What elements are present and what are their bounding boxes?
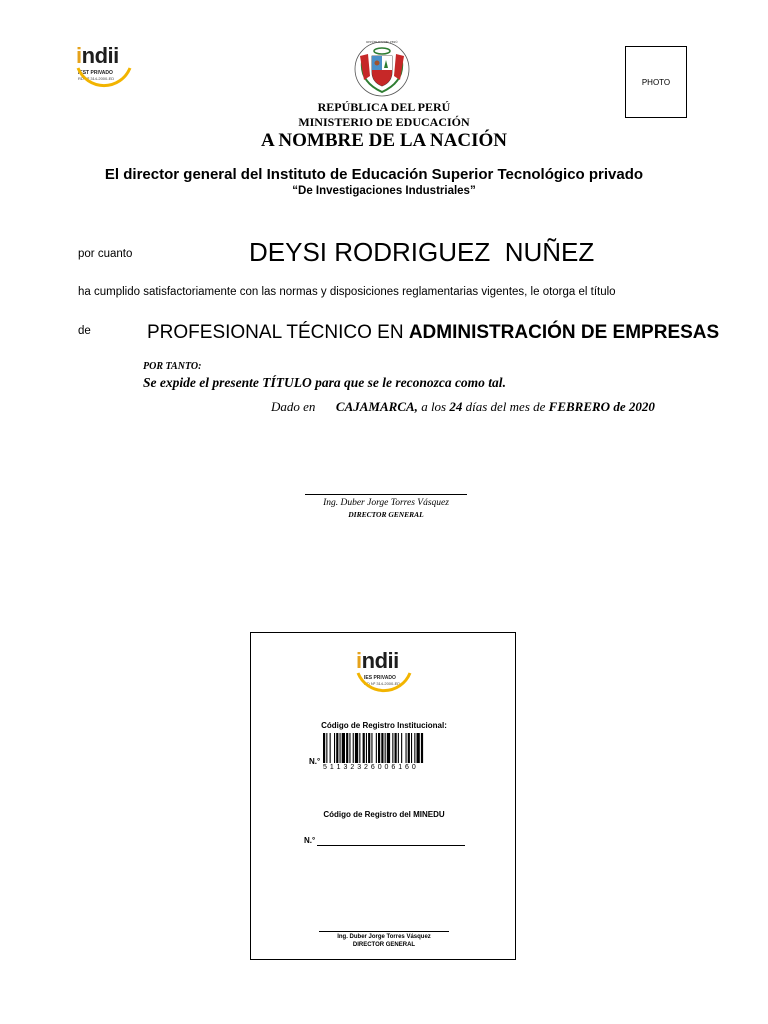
- registration-card: [250, 632, 516, 960]
- logo-wordmark: indii: [76, 43, 119, 68]
- director-line: El director general del Instituto de Educación Superior Tecnológico privado: [104, 166, 644, 183]
- barcode-digits: 5 1 1 3 2 3 2 6 0 0 6 1 6 0: [323, 764, 417, 771]
- signatory-name: Ing. Duber Jorge Torres Vásquez: [323, 498, 449, 508]
- degree-title: [147, 322, 719, 344]
- card-signatory-name: Ing. Duber Jorge Torres Vásquez: [337, 934, 431, 940]
- peru-coat-of-arms: [352, 40, 412, 98]
- logo-arc-icon: [72, 58, 136, 100]
- por-cuanto-label: por cuanto: [78, 248, 133, 260]
- issue-day: 24: [449, 399, 463, 414]
- minedu-number-field: [317, 845, 465, 846]
- degree-title-field: ADMINISTRACIÓN DE EMPRESAS: [408, 322, 720, 343]
- degree-title-prefix: PROFESIONAL TÉCNICO EN: [147, 322, 409, 343]
- minedu-code-label: Código de Registro del MINEDU: [323, 810, 445, 819]
- card-logo-subtitle: IES PRIVADO: [364, 675, 396, 681]
- signature-line: [305, 494, 467, 495]
- minedu-no-label: N.°: [304, 836, 316, 845]
- card-signatory-role: DIRECTOR GENERAL: [352, 942, 416, 948]
- card-logo-registration: RD Nº 314-2000-ED: [364, 681, 401, 686]
- institute-name: “De Investigaciones Industriales”: [292, 185, 476, 197]
- coat-of-arms-icon: [352, 40, 412, 98]
- graduate-name: DEYSI RODRIGUEZ NUÑEZ: [249, 237, 595, 267]
- institutional-code-label: Código de Registro Institucional:: [321, 721, 447, 730]
- issue-city: CAJAMARCA,: [335, 399, 418, 414]
- signatory-role: DIRECTOR GENERAL: [348, 510, 424, 519]
- seal-ring-text: REPÚBLICA DEL PERÚ: [366, 40, 398, 44]
- card-logo-wordmark: indii: [356, 648, 399, 673]
- dado-en: Dado en: [271, 399, 316, 414]
- logo-subtitle: IEST PRIVADO: [78, 70, 113, 76]
- card-logo-arc-icon: [352, 663, 416, 705]
- photo-placeholder: [625, 46, 687, 118]
- expide-statement: Se expide el presente TÍTULO para que se le reconozca como tal.: [143, 375, 506, 390]
- por-tanto-label: POR TANTO:: [143, 361, 202, 372]
- issue-month-year: FEBRERO de 2020: [548, 399, 655, 414]
- ministry-heading: MINISTERIO DE EDUCACIÓN: [298, 115, 470, 129]
- card-indii-logo: [352, 649, 416, 705]
- compliance-text: ha cumplido satisfactoriamente con las normas y disposiciones reglamentarias vigentes, le otorga el título: [78, 286, 616, 298]
- photo-label: PHOTO: [641, 77, 671, 87]
- nation-heading: A NOMBRE DE LA NACIÓN: [261, 130, 507, 151]
- barcode-icon: [323, 733, 463, 763]
- de-label: de: [78, 325, 91, 337]
- logo-registration: RD Nº 314-2000-ED: [78, 76, 115, 81]
- card-signature-line: [319, 931, 449, 932]
- a-los: a los: [421, 399, 447, 414]
- institutional-no-label: N.°: [309, 757, 321, 766]
- issue-date-line: [271, 399, 655, 415]
- indii-logo: [72, 44, 136, 100]
- dias-del-mes: días del mes de: [465, 399, 546, 414]
- republic-heading: REPÚBLICA DEL PERÚ: [317, 100, 451, 114]
